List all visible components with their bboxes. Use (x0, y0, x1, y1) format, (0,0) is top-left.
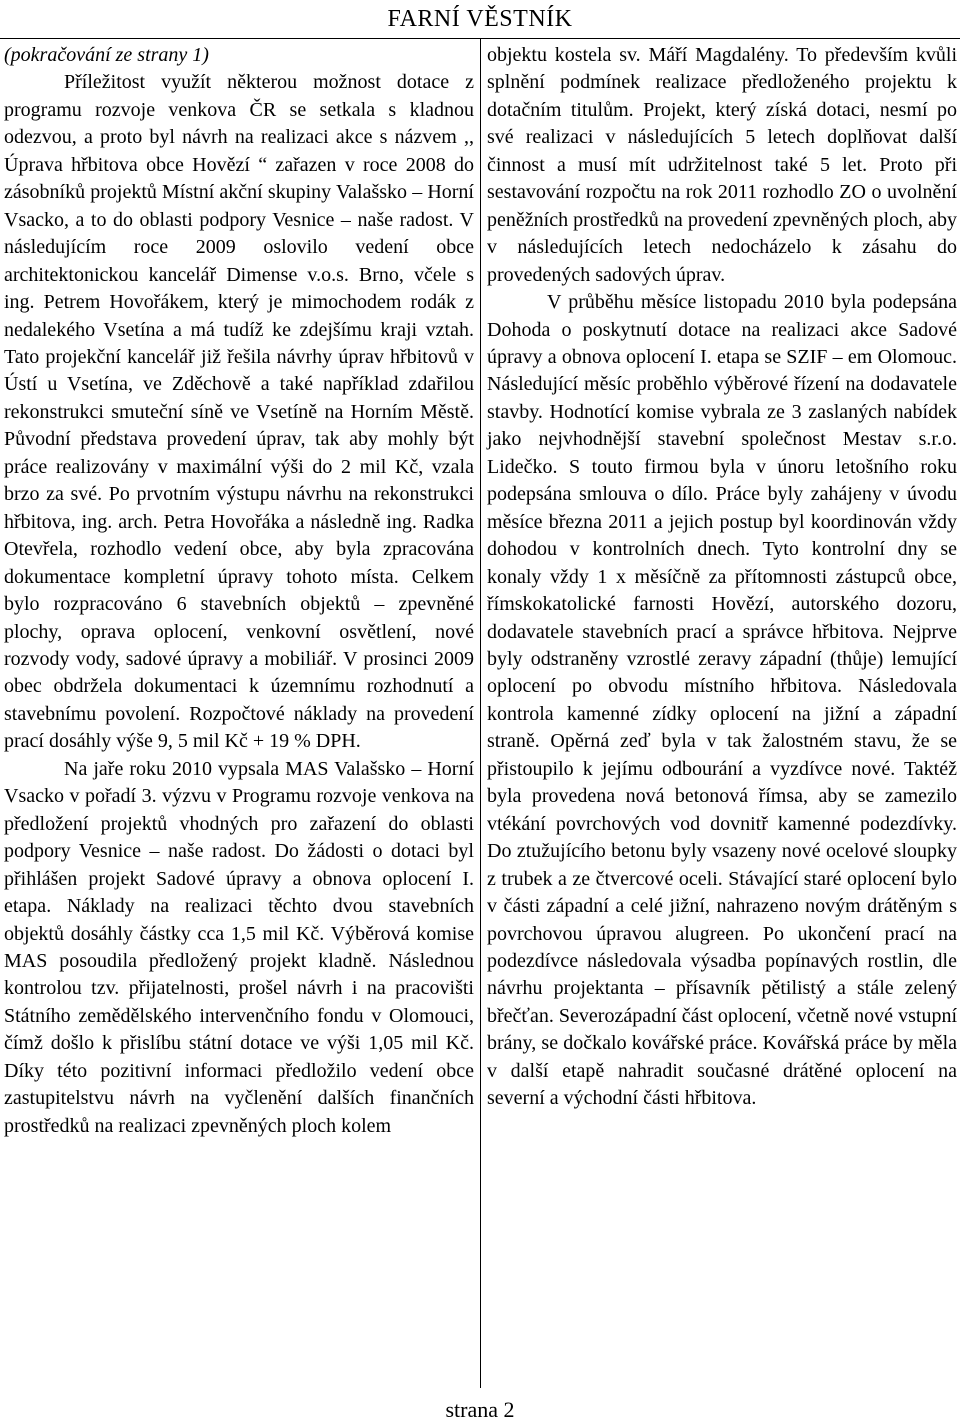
page-header-title: FARNÍ VĚSTNÍK (387, 6, 573, 32)
article-paragraph: objektu kostela sv. Máří Magdalény. To především kvůli splnění podmínek realizace předloženého projektu k dotačním titulům. Projekt, který získá dotaci, nesmí po své realizaci v následujících 5 letech doplňovat další činnost a musí mít udržitelnost také 5 let. Proto při sestavování rozpočtu na rok 2011 rozhodlo ZO o uvolnění peněžních prostředků na provedení zpevněných ploch, aby v následujících letech nedocházelo k zásahu do provedených sadových úprav. (487, 44, 957, 286)
article-paragraph: Na jaře roku 2010 vypsala MAS Valašsko – Horní Vsacko v pořadí 3. výzvu v Programu rozvoje venkova na předložení projektů vhodných pro zařazení do oblasti podpory Vesnice – naše radost. Do žádosti o dotaci byl přihlášen projekt Sadové úpravy a obnova oplocení I. etapa. Náklady na realizaci těchto dvou stavebních objektů dosáhly částky cca 1,5 mil Kč. Výběrová komise MAS posoudila předložený projekt kladně. Následnou kontrolou tzv. přijatelnosti, prošel návrh i na pracovišti Státního zemědělského intervenčního fondu v Olomouci, čímž došlo k přislíbu státní dotace ve výši 1,05 mil Kč. Díky této pozitivní informaci předložilo vedení obce zastupitelstvu návrh na vyčlenění dalších finančních prostředků na realizaci zpevněných ploch kolem (4, 757, 474, 1137)
article-paragraph: Příležitost využít některou možnost dotace z programu rozvoje venkova ČR se setkala s kladnou odezvou, a proto byl návrh na realizaci akce s názvem ,, Úprava hřbitova obce Hovězí “ zařazen v roce 2008 do zásobníků projektů Místní akční skupiny Valašsko – Horní Vsacko, a to do oblasti podpory Vesnice – naše radost. V následujícím roce 2009 oslovilo vedení obce architektonickou kancelář Dimense v.o.s. Brno, včele s ing. Petrem Hovořákem, který je mimochodem rodák z nedalekého Vsetína a má tudíž ke zdejšímu kraji vztah. Tato projekční kancelář již řešila návrhy úprav hřbitovů v Ústí u Vsetína, ve Zděchově a také například zdařilou rekonstrukci smuteční síně ve Vsetíně na Horním Městě. Původní představa provedení úprav, tak aby mohly být práce realizovány v maximální výši do 2 mil Kč, vzala brzo za své. Po prvotním výstupu návrhu na rekonstrukci hřbitova, ing. arch. Petra Hovořáka a následně ing. Radka Otevřela, rozhodlo vedení obce, aby byla zpracována dokumentace kompletní úpravy tohoto místa. Celkem bylo rozpracováno 6 stavebních objektů – zpevněné plochy, oprava oplocení, venkovní osvětlení, nové rozvody vody, sadové úpravy a mobiliář. V prosinci 2009 obec obdržela dokumentaci k územnímu rozhodnutí a stavebnímu povolení. Rozpočtové náklady na provedení prací dosáhly výše 9, 5 mil Kč + 19 % DPH. (4, 71, 474, 753)
article-paragraph: V průběhu měsíce listopadu 2010 byla podepsána Dohoda o poskytnutí dotace na realizaci akce Sadové úpravy a obnova oplocení I. etapa se SZIF – em Olomouc. Následující měsíc proběhlo výběrové řízení na dodavatele stavby. Hodnotící komise vybrala ze 3 zaslaných nabídek jako nejvhodnější stavební společnost Mestav s.r.o. Lidečko. S touto firmou byla v únoru letošního roku podepsána smlouva o dílo. Práce byly zahájeny v úvodu měsíce března 2011 a jejich postup byl koordinován vždy dohodou v kontrolních dnech. Tyto kontrolní dny se konaly vždy 1 x měsíčně za přítomnosti zástupců obce, římskokatolické farnosti Hovězí, autorského dozoru, dodavatele stavebních prací a správce hřbitova. Nejprve byly odstraněny vzrostlé zeravy západní (thůje) lemující oplocení po obvodu místního hřbitova. Následovala kontrola kamenné zídky oplocení na jižní a západní straně. Opěrná zeď byla v tak žalostném stavu, že se přistoupilo k jejímu odbourání a vyzdívce nové. Taktéž byla provedena nová betonová římsa, aby se zamezilo vtékání povrchových vod dovnitř kamenné podezdívky. Do ztužujícího betonu byly vsazeny nové ocelové sloupky z trubek a ze čtvercové oceli. Stávající staré oplocení bylo v části západní a celé jižní, nahrazeno novým drátěným s povrchovou úpravou alugreen. Po ukončení prací na podezdívce následovala výsadba popínavých rostlin, dle návrhu projektanta – přísavník pětilistý a stále zelený břečťan. Severozápadní část oplocení, včetně nové vstupní brány, se dočkalo kovářské práce. Kovářská práce by měla v další etapě nahradit současné drátěné oplocení na severní a východní části hřbitova. (487, 291, 957, 1110)
right-column (487, 42, 957, 1113)
continuation-note: (pokračování ze strany 1) (4, 44, 209, 66)
column-divider (480, 38, 481, 1388)
left-column (4, 42, 474, 1140)
page-number: strana 2 (445, 1397, 515, 1422)
